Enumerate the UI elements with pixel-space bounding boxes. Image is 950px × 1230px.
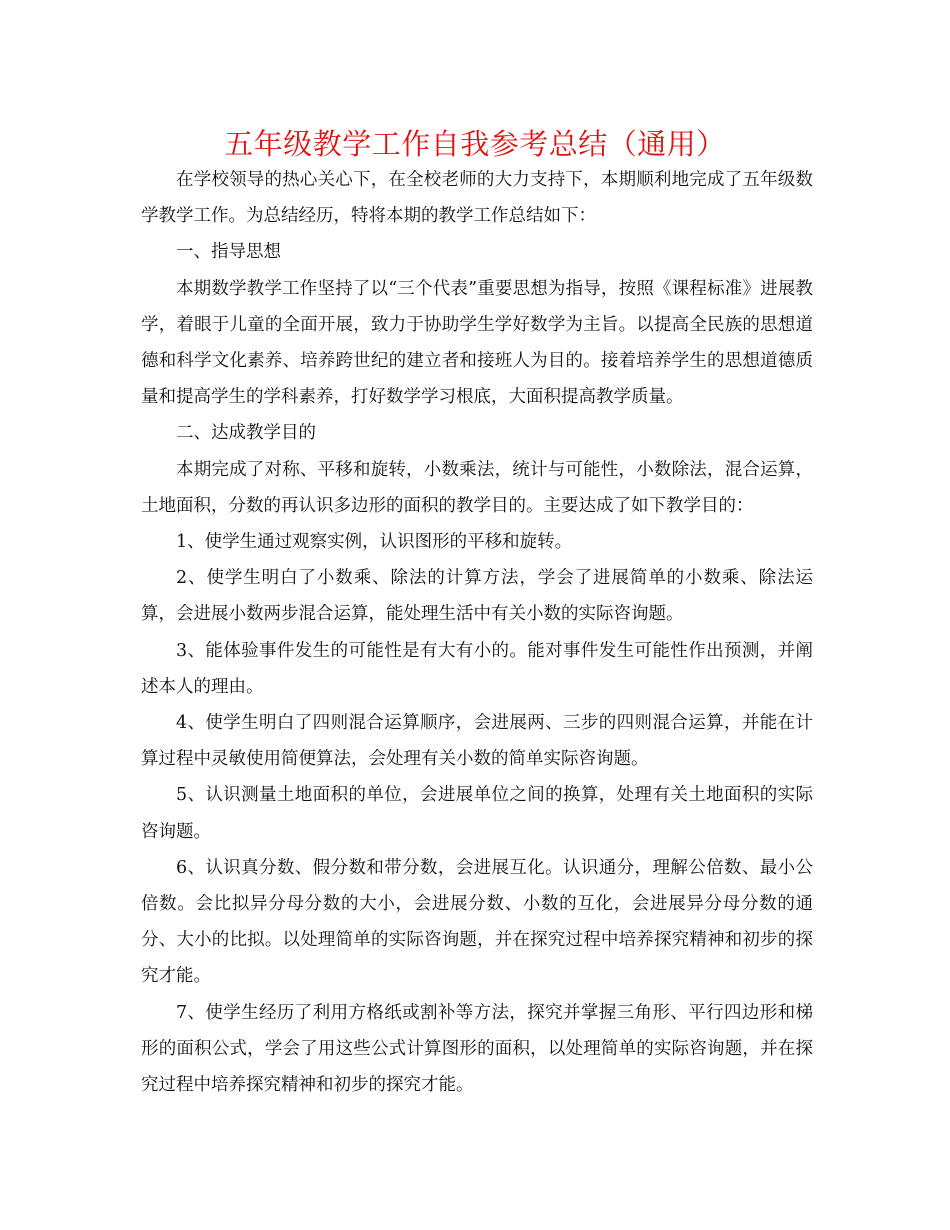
section-heading-guiding-thought: 一、指导思想 (176, 242, 281, 263)
section-heading-teaching-goals: 二、达成教学目的 (176, 423, 316, 444)
paragraph-intro: 在学校领导的热心关心下，在全校老师的大力支持下，本期顺利地完成了五年级数学教学工作。为总结经历，特将本期的教学工作总结如下： (141, 170, 813, 227)
list-item-goal-5: 5、认识测量土地面积的单位，会进展单位之间的换算，处理有关土地面积的实际咨询题。 (141, 785, 813, 842)
list-item-goal-6: 6、认识真分数、假分数和带分数，会进展互化。认识通分，理解公倍数、最小公倍数。会比拟异分母分数的大小，会进展分数、小数的互化，会进展异分母分数的通分、大小的比拟。以处理简单的实际咨询题，并在探究过程中培养探究精神和初步的探究才能。 (141, 857, 813, 987)
list-item-goal-2: 2、使学生明白了小数乘、除法的计算方法，学会了进展简单的小数乘、除法运算，会进展小数两步混合运算，能处理生活中有关小数的实际咨询题。 (141, 568, 813, 625)
paragraph-teaching-goals: 本期完成了对称、平移和旋转，小数乘法，统计与可能性，小数除法，混合运算，土地面积，分数的再认识多边形的面积的教学目的。主要达成了如下教学目的： (141, 459, 813, 516)
list-item-goal-1: 1、使学生通过观察实例，认识图形的平移和旋转。 (176, 532, 573, 553)
list-item-goal-3: 3、能体验事件发生的可能性是有大有小的。能对事件发生可能性作出预测，并阐述本人的理由。 (141, 640, 813, 697)
list-item-goal-4: 4、使学生明白了四则混合运算顺序，会进展两、三步的四则混合运算，并能在计算过程中灵敏使用简便算法，会处理有关小数的简单实际咨询题。 (141, 713, 813, 770)
document-title: 五年级教学工作自我参考总结（通用） (224, 127, 726, 161)
list-item-goal-7: 7、使学生经历了利用方格纸或割补等方法，探究并掌握三角形、平行四边形和梯形的面积公式，学会了用这些公式计算图形的面积，以处理简单的实际咨询题，并在探究过程中培养探究精神和初步的探究才能。 (141, 1002, 813, 1096)
document-body (141, 162, 813, 1103)
paragraph-guiding-thought: 本期数学教学工作坚持了以“三个代表”重要思想为指导，按照《课程标准》进展教学，着眼于儿童的全面开展，致力于协助学生学好数学为主旨。以提高全民族的思想道德和科学文化素养、培养跨世纪的建立者和接班人为目的。接着培养学生的思想道德质量和提高学生的学科素养，打好数学学习根底，大面积提高教学质量。 (141, 278, 813, 408)
